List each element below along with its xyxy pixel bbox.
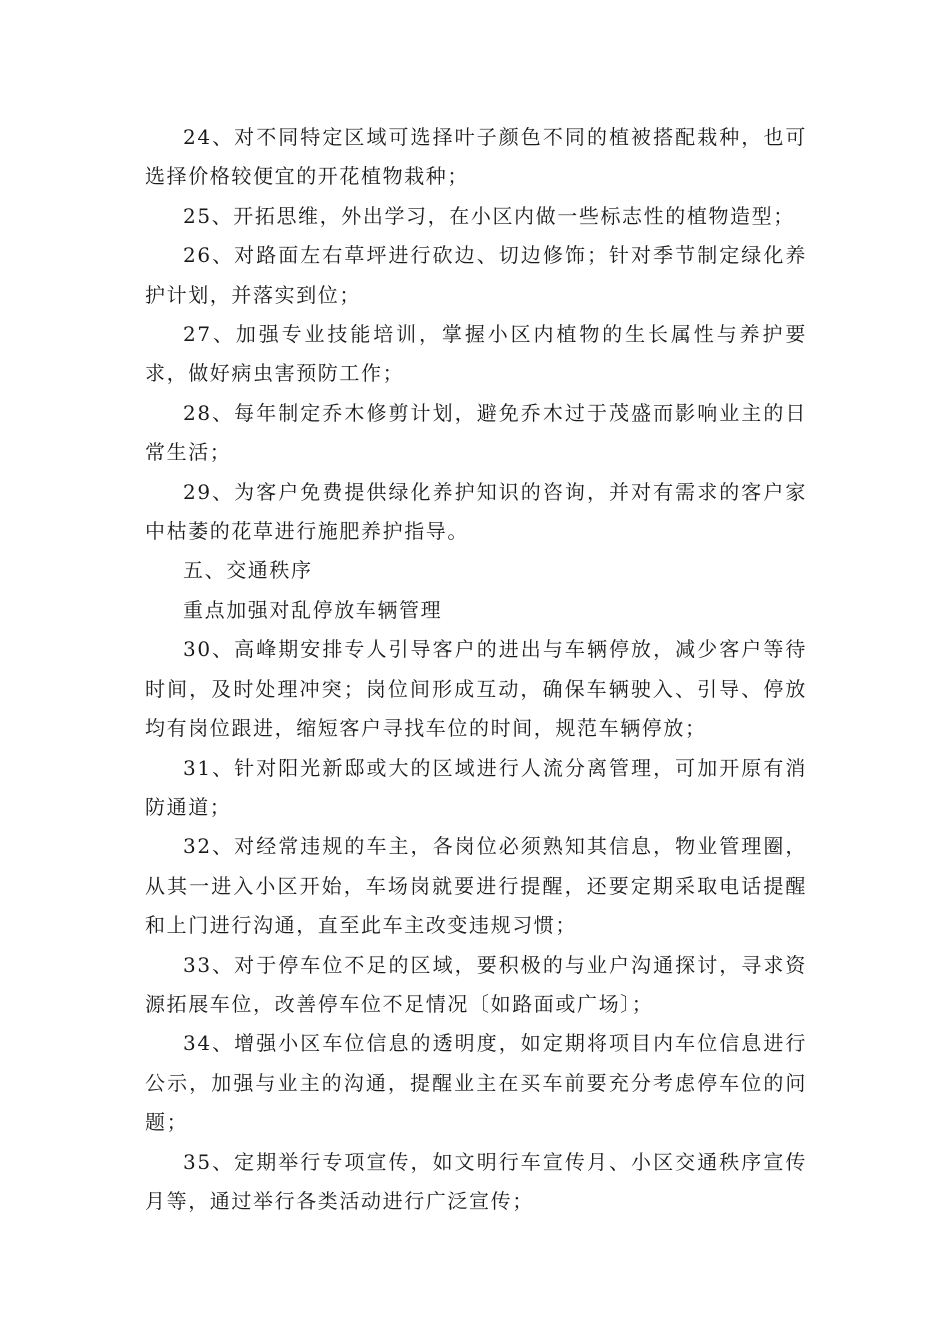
document-body [145,118,807,1221]
section-subheading: 重点加强对乱停放车辆管理 [183,597,443,622]
item-24-paragraph: 24、对不同特定区域可选择叶子颜色不同的植被搭配栽种，也可选择价格较便宜的开花植物栽种； [145,125,807,189]
item-27-paragraph: 27、加强专业技能培训，掌握小区内植物的生长属性与养护要求，做好病虫害预防工作； [145,322,807,386]
item-25-paragraph: 25、开拓思维，外出学习，在小区内做一些标志性的植物造型； [183,203,795,228]
item-28-paragraph: 28、每年制定乔木修剪计划，避免乔木过于茂盛而影响业主的日常生活； [145,400,807,465]
item-31-paragraph: 31、针对阳光新邸或大的区域进行人流分离管理，可加开原有消防通道； [145,755,807,819]
item-29-paragraph: 29、为客户免费提供绿化养护知识的咨询，并对有需求的客户家中枯萎的花草进行施肥养护指导。 [145,479,807,544]
item-30-paragraph: 30、高峰期安排专人引导客户的进出与车辆停放，减少客户等待时间，及时处理冲突；岗位间形成互动，确保车辆驶入、引导、停放均有岗位跟进，缩短客户寻找车位的时间，规范车辆停放； [145,637,807,741]
item-26-paragraph: 26、对路面左右草坪进行砍边、切边修饰；针对季节制定绿化养护计划，并落实到位； [145,243,807,307]
item-34-paragraph: 34、增强小区车位信息的透明度，如定期将项目内车位信息进行公示，加强与业主的沟通，提醒业主在买车前要充分考虑停车位的问题； [145,1031,807,1135]
item-32-paragraph: 32、对经常违规的车主，各岗位必须熟知其信息，物业管理圈，从其一进入小区开始，车场岗就要进行提醒，还要定期采取电话提醒和上门进行沟通，直至此车主改变违规习惯； [145,834,807,938]
item-33-paragraph: 33、对于停车位不足的区域，要积极的与业户沟通探讨，寻求资源拓展车位，改善停车位不足情况〔如路面或广场〕； [145,952,807,1016]
section-heading: 五、交通秩序 [183,558,313,583]
item-35-paragraph: 35、定期举行专项宣传，如文明行车宣传月、小区交通秩序宣传月等，通过举行各类活动进行广泛宣传； [145,1149,807,1213]
